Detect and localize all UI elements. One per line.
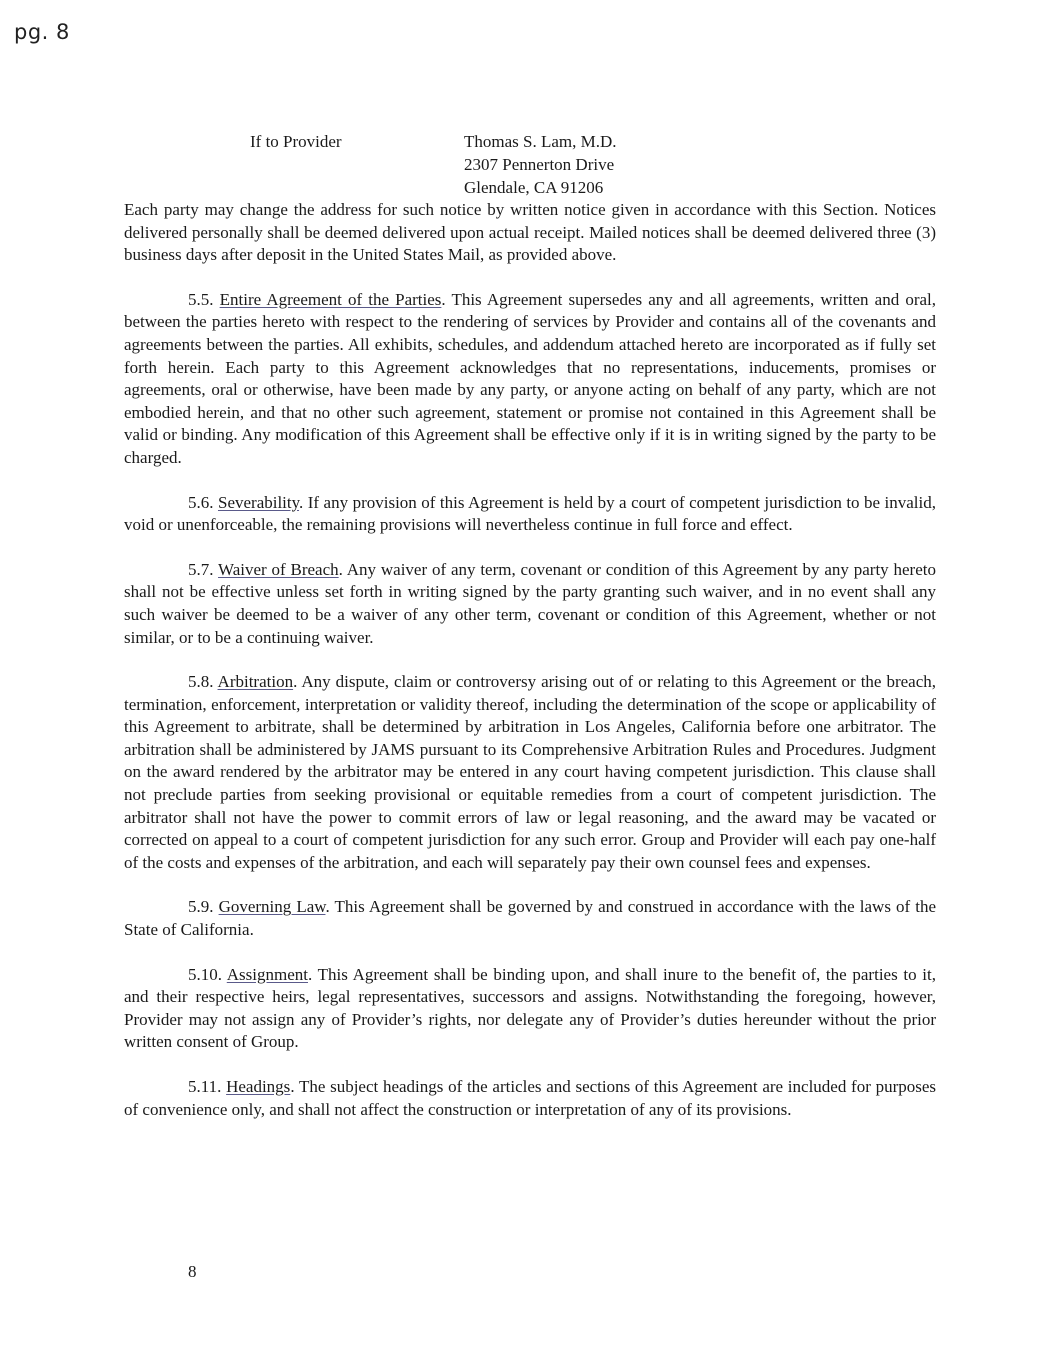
notice-address-block (250, 130, 617, 199)
section-5-7 (124, 559, 936, 649)
notice-city: Glendale, CA 91206 (464, 178, 604, 197)
page-label: pg. 8 (14, 20, 70, 44)
section-5-11 (124, 1076, 936, 1121)
section-heading: Entire Agreement of the Parties (219, 289, 442, 309)
section-5-5 (124, 289, 936, 470)
section-number: 5.6. (188, 492, 214, 512)
page-number: 8 (188, 1262, 197, 1281)
notice-paragraph: Each party may change the address for such notice by written notice given in accordance with this Section. Notices delivered personally shall be deemed delivered upon actual receipt. Mailed notices shall be deemed delivered three (3) business days after deposit in the United States Mail, as provided above. (124, 200, 936, 265)
section-number: 5.7. (188, 559, 214, 579)
notice-recipient-label: If to Provider (250, 132, 342, 151)
section-heading: Arbitration (217, 672, 294, 692)
section-heading: Waiver of Breach (218, 559, 339, 579)
section-number: 5.8. (188, 672, 214, 692)
section-text: . This Agreement shall be binding upon, and shall inure to the benefit of, the parties to it, and their respective heirs, legal representatives, successors and assigns. Notwithstanding the foregoing, however, Provider may not assign any of Provider’s rights, nor delegate any of Provider’s duties hereunder without the prior written consent of Group. (124, 964, 937, 1052)
section-text: . This Agreement shall be governed by and construed in accordance with the laws of the State of California. (124, 897, 937, 940)
section-number: 5.10. (188, 964, 222, 984)
notice-street: 2307 Pennerton Drive (464, 155, 615, 174)
notice-row (250, 130, 617, 153)
section-5-6 (124, 492, 936, 537)
section-5-9 (124, 896, 936, 941)
section-text: . Any waiver of any term, covenant or condition of this Agreement by any party hereto shall not be effective unless set forth in writing signed by the party granting such waiver, and in no event shall any such waiver be deemed to be a waiver of any other term, covenant or condition of this Agreement, whether or not similar, or to be a continuing waiver. (124, 559, 936, 647)
section-text: . If any provision of this Agreement is held by a court of competent jurisdiction to be invalid, void or unenforceable, the remaining provisions will nevertheless continue in full force and effect. (124, 492, 936, 535)
section-heading: Assignment (226, 964, 308, 984)
notice-row (250, 153, 617, 176)
section-heading: Headings (226, 1077, 291, 1096)
section-text: . Any dispute, claim or controversy arising out of or relating to this Agreement or the breach, termination, enforcement, interpretation or validity thereof, including the determination of the scope or applicability of this Agreement to arbitrate, shall be determined by arbitration in Los Angeles, California before one arbitrator. The arbitration shall be administered by JAMS pursuant to its Comprehensive Arbitration Rules and Procedures. Judgment on the award rendered by the arbitrator may be entered in any court having competent jurisdiction. This clause shall not preclude parties from seeking provisional or equitable remedies from a court of competent jurisdiction. The arbitrator shall not have the power to commit errors of law or legal reasoning, and the award may be vacated or corrected on appeal to a court of competent jurisdiction for any such error. Group and Provider will each pay one-half of the costs and expenses of the arbitration, and each will separately pay their own counsel fees and expenses. (124, 672, 936, 872)
section-number: 5.11. (188, 1077, 222, 1096)
section-text: . The subject headings of the articles and sections of this Agreement are included for purposes of convenience only, and shall not affect the construction or interpretation of any of its provisions. (124, 1077, 937, 1119)
section-5-10 (124, 964, 936, 1054)
section-number: 5.5. (188, 289, 214, 309)
document-body (124, 199, 936, 1121)
notice-row (250, 176, 617, 199)
notice-name: Thomas S. Lam, M.D. (464, 132, 617, 151)
section-5-8 (124, 671, 936, 874)
section-heading: Governing Law (218, 897, 326, 917)
section-text: . This Agreement supersedes any and all agreements, written and oral, between the parties hereto with respect to the rendering of services by Provider and contains all of the covenants and agreements between the parties. All exhibits, schedules, and addendum attached hereto are incorporated as if fully set forth herein. Each party to this Agreement acknowledges that no representations, inducements, promises or agreements, oral or otherwise, have been made by any party, or anyone acting on behalf of any party, which are not embodied herein, and that no other such agreement, statement or promise not contained in this Agreement shall be valid or binding. Any modification of this Agreement shall be effective only if it is in writing signed by the party to be charged. (124, 289, 937, 467)
section-heading: Severability (217, 492, 300, 512)
section-number: 5.9. (188, 897, 214, 917)
